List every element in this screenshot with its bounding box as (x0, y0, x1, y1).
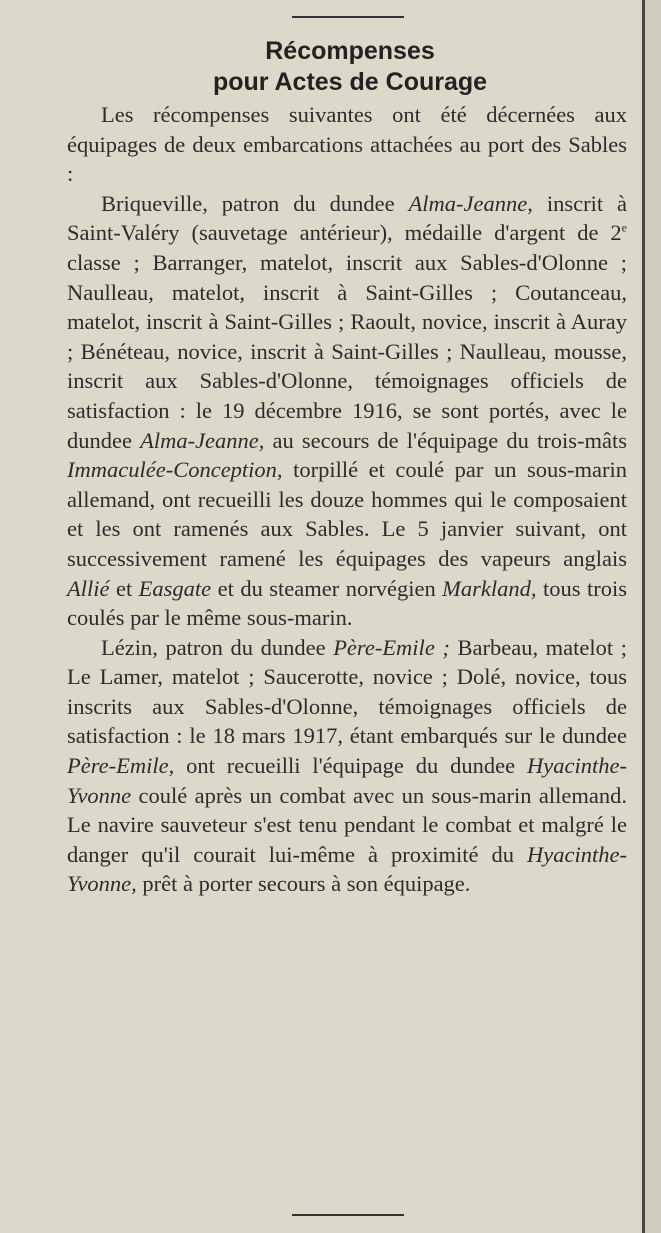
text-span: tous trois coulés par le même sous-marin. (67, 575, 627, 631)
ship-name: Hyacinthe-Yvonne (67, 753, 627, 808)
text-span: et (109, 575, 139, 601)
ship-name: Easgate (138, 575, 212, 601)
text-span: prêt à porter secours à son équipage. (136, 871, 471, 897)
text-span: ont recueilli l'équipage du dundee (174, 753, 528, 779)
text-span: Lézin, patron du dundee (101, 634, 334, 660)
text-span: et du steamer norvégien (211, 575, 443, 601)
text-span: , inscrit à Saint-Valéry (sauvetage antérieur), médaille d'argent de 2 (67, 190, 627, 246)
text-span: Barbeau, matelot ; Le Lamer, matelot ; Saucerotte, novice ; Dolé, novice, tous inscrits aux Sables-d'Olonne, témoignages officiels de satisfaction : le 18 mars 1917, étant embarqués sur le dundee (67, 634, 627, 749)
ship-name: Immaculée-Conception, (67, 457, 283, 483)
paragraph-lezin (67, 633, 627, 899)
ship-name: Alma-Jeanne, (140, 427, 265, 453)
text-span: Briqueville, patron du dundee (101, 190, 409, 216)
text-span: torpillé et coulé par un sous-marin allemand, ont recueilli les douze hommes qui le composaient et les ont ramenés aux Sables. Le 5 janvier suivant, ont successivement ramené les équipages des vapeurs anglais (67, 457, 627, 571)
paragraph-briqueville (67, 189, 627, 633)
ship-name: Père-Emile, (67, 753, 175, 779)
text-span: au secours de l'équipage du trois-mâts (264, 427, 627, 453)
superscript: e (621, 220, 627, 235)
ship-name: Père-Emile ; (333, 634, 450, 660)
intro-paragraph: Les récompenses suivantes ont été décernées aux équipages de deux embarcations attachées au port des Sables : (67, 102, 627, 187)
article-title-line1: Récompenses (265, 37, 435, 65)
ship-name: Allié (67, 575, 110, 601)
ship-name: Alma-Jeanne (408, 190, 528, 216)
page-margin (645, 0, 661, 1233)
article-body (67, 100, 627, 899)
text-span: classe ; Barranger, matelot, inscrit aux Sables-d'Olonne ; Naulleau, matelot, inscrit à Saint-Gilles ; Coutanceau, matelot, inscrit à Saint-Gilles ; Raoult, novice, inscrit à Auray ; Bénéteau, novice, inscrit à Saint-Gilles ; Naulleau, mousse, inscrit aux Sables-d'Olonne, témoignages officiels de satisfaction : le 19 décembre 1916, se sont portés, avec le dundee (67, 249, 627, 453)
ship-name: Hyacinthe-Yvonne, (67, 841, 627, 897)
article-title-line2: pour Actes de Courage (212, 68, 488, 96)
top-divider (292, 16, 404, 18)
bottom-divider (292, 1214, 404, 1216)
text-span: coulé après un combat avec un sous-marin allemand. Le navire sauveteur s'est tenu pendant le combat et malgré le danger qu'il courait lui-même à proximité du (67, 782, 627, 867)
ship-name: Markland, (442, 575, 537, 601)
